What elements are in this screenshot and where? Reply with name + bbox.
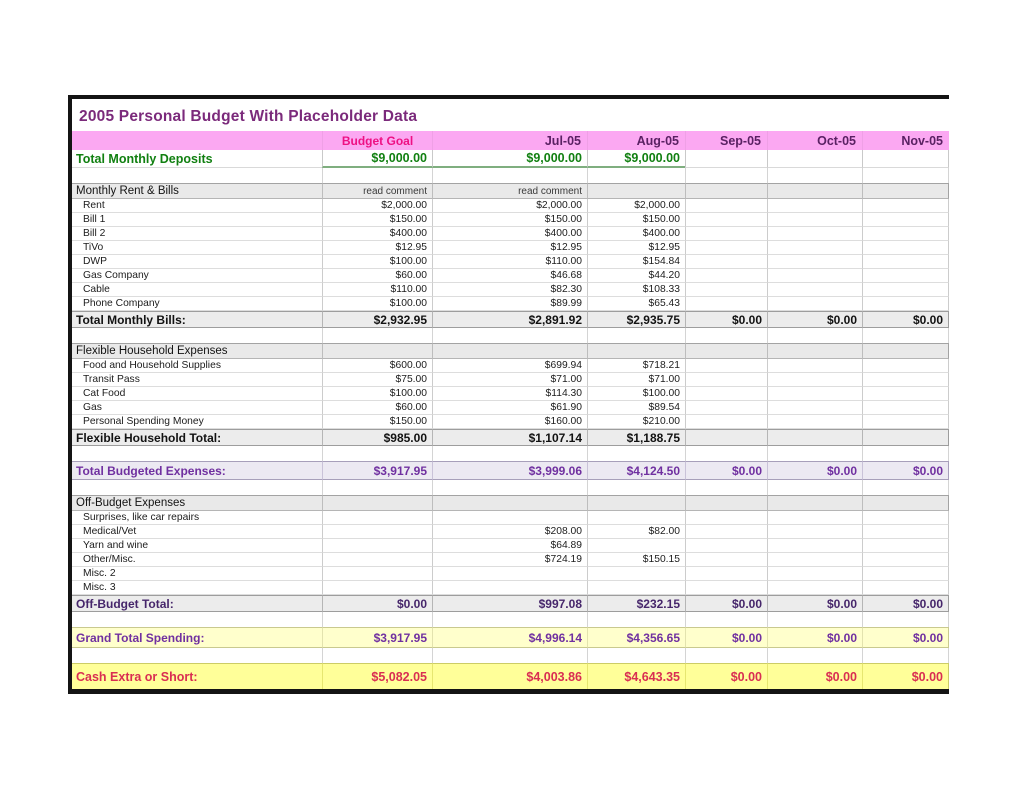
value-cell xyxy=(767,150,862,168)
table-row xyxy=(72,539,949,553)
row-label: Total Monthly Bills: xyxy=(72,311,322,328)
value-cell xyxy=(587,612,685,627)
row-label: Cable xyxy=(72,283,322,297)
value-cell: $64.89 xyxy=(432,539,587,553)
value-cell xyxy=(767,183,862,199)
row-label: Grand Total Spending: xyxy=(72,627,322,648)
value-cell: $89.54 xyxy=(587,401,685,415)
value-cell: $0.00 xyxy=(862,595,949,612)
value-cell: $0.00 xyxy=(685,627,767,648)
value-cell xyxy=(322,648,432,663)
value-cell xyxy=(322,511,432,525)
value-cell xyxy=(862,343,949,359)
value-cell xyxy=(767,480,862,495)
row-label xyxy=(72,168,322,183)
table-row xyxy=(72,511,949,525)
value-cell xyxy=(862,168,949,183)
value-cell: $1,107.14 xyxy=(432,429,587,446)
value-cell: $9,000.00 xyxy=(587,150,685,168)
value-cell xyxy=(685,213,767,227)
value-cell: $985.00 xyxy=(322,429,432,446)
value-cell xyxy=(685,183,767,199)
row-label: Flexible Household Expenses xyxy=(72,343,322,359)
value-cell: $108.33 xyxy=(587,283,685,297)
value-cell: $0.00 xyxy=(767,627,862,648)
value-cell: $0.00 xyxy=(767,663,862,689)
value-cell: $0.00 xyxy=(322,595,432,612)
value-cell xyxy=(432,446,587,461)
value-cell xyxy=(685,269,767,283)
value-cell xyxy=(767,581,862,595)
spacer-row xyxy=(72,648,949,663)
value-cell: $2,000.00 xyxy=(587,199,685,213)
table-row xyxy=(72,401,949,415)
value-cell: $154.84 xyxy=(587,255,685,269)
table-row xyxy=(72,283,949,297)
value-cell xyxy=(322,567,432,581)
value-cell xyxy=(767,429,862,446)
value-cell xyxy=(587,539,685,553)
value-cell: $150.00 xyxy=(432,213,587,227)
table-row xyxy=(72,199,949,213)
value-cell xyxy=(767,539,862,553)
spacer-row xyxy=(72,328,949,343)
value-cell: $65.43 xyxy=(587,297,685,311)
value-cell: $100.00 xyxy=(587,387,685,401)
value-cell xyxy=(685,648,767,663)
value-cell: $110.00 xyxy=(322,283,432,297)
value-cell: $5,082.05 xyxy=(322,663,432,689)
row-label: Medical/Vet xyxy=(72,525,322,539)
value-cell xyxy=(685,359,767,373)
value-cell: $724.19 xyxy=(432,553,587,567)
value-cell: $2,935.75 xyxy=(587,311,685,328)
value-cell xyxy=(685,525,767,539)
value-cell xyxy=(862,373,949,387)
column-header-nov-05: Nov-05 xyxy=(862,131,949,150)
column-header-aug-05: Aug-05 xyxy=(587,131,685,150)
value-cell xyxy=(862,199,949,213)
value-cell xyxy=(767,612,862,627)
value-cell: $4,996.14 xyxy=(432,627,587,648)
table-row xyxy=(72,429,949,446)
value-cell xyxy=(767,199,862,213)
table-row xyxy=(72,311,949,328)
value-cell xyxy=(862,495,949,511)
value-cell xyxy=(432,328,587,343)
read-comment-note: read comment xyxy=(432,183,587,199)
value-cell xyxy=(862,227,949,241)
value-cell xyxy=(862,387,949,401)
table-row xyxy=(72,373,949,387)
value-cell xyxy=(862,183,949,199)
value-cell xyxy=(862,241,949,255)
value-cell xyxy=(322,446,432,461)
value-cell xyxy=(862,359,949,373)
value-cell xyxy=(685,283,767,297)
row-label: Other/Misc. xyxy=(72,553,322,567)
value-cell xyxy=(587,343,685,359)
value-cell: $0.00 xyxy=(862,627,949,648)
value-cell xyxy=(587,495,685,511)
table-row xyxy=(72,255,949,269)
value-cell: $400.00 xyxy=(322,227,432,241)
value-cell xyxy=(432,343,587,359)
value-cell: $150.00 xyxy=(322,213,432,227)
row-label: Monthly Rent & Bills xyxy=(72,183,322,199)
budget-spreadsheet xyxy=(68,95,949,694)
value-cell xyxy=(767,255,862,269)
value-cell xyxy=(685,328,767,343)
header-spacer-cell xyxy=(72,131,322,150)
value-cell: $0.00 xyxy=(767,595,862,612)
table-row xyxy=(72,627,949,648)
page-title: 2005 Personal Budget With Placeholder Data xyxy=(79,108,418,125)
value-cell xyxy=(432,480,587,495)
value-cell: $0.00 xyxy=(862,663,949,689)
row-label: Flexible Household Total: xyxy=(72,429,322,446)
value-cell xyxy=(587,648,685,663)
spacer-row xyxy=(72,168,949,183)
value-cell xyxy=(685,567,767,581)
value-cell: $3,917.95 xyxy=(322,461,432,480)
value-cell: $110.00 xyxy=(432,255,587,269)
row-label: Total Monthly Deposits xyxy=(72,150,322,168)
value-cell: $2,932.95 xyxy=(322,311,432,328)
row-label: Off-Budget Total: xyxy=(72,595,322,612)
value-cell: $232.15 xyxy=(587,595,685,612)
row-label: Phone Company xyxy=(72,297,322,311)
column-header-budget-goal: Budget Goal xyxy=(322,131,432,150)
value-cell xyxy=(862,283,949,297)
table-row xyxy=(72,525,949,539)
row-label xyxy=(72,648,322,663)
value-cell xyxy=(862,581,949,595)
value-cell xyxy=(862,213,949,227)
value-cell: $150.15 xyxy=(587,553,685,567)
value-cell xyxy=(587,446,685,461)
table-row xyxy=(72,567,949,581)
value-cell xyxy=(587,511,685,525)
row-label: Gas Company xyxy=(72,269,322,283)
value-cell: $114.30 xyxy=(432,387,587,401)
value-cell: $2,000.00 xyxy=(322,199,432,213)
value-cell xyxy=(767,269,862,283)
value-cell: $12.95 xyxy=(322,241,432,255)
read-comment-note: read comment xyxy=(322,183,432,199)
table-row xyxy=(72,297,949,311)
value-cell xyxy=(767,283,862,297)
row-label: Cash Extra or Short: xyxy=(72,663,322,689)
value-cell xyxy=(862,297,949,311)
row-label: Gas xyxy=(72,401,322,415)
value-cell xyxy=(432,612,587,627)
value-cell xyxy=(587,183,685,199)
value-cell xyxy=(322,495,432,511)
value-cell xyxy=(432,511,587,525)
value-cell: $2,891.92 xyxy=(432,311,587,328)
table-row xyxy=(72,343,949,359)
value-cell xyxy=(587,168,685,183)
value-cell: $400.00 xyxy=(432,227,587,241)
value-cell xyxy=(767,446,862,461)
value-cell: $71.00 xyxy=(432,373,587,387)
value-cell: $4,124.50 xyxy=(587,461,685,480)
value-cell: $3,917.95 xyxy=(322,627,432,648)
value-cell xyxy=(685,255,767,269)
value-cell xyxy=(767,297,862,311)
value-cell xyxy=(767,415,862,429)
column-header-jul-05: Jul-05 xyxy=(432,131,587,150)
bottom-border-bar xyxy=(72,689,949,694)
row-label xyxy=(72,480,322,495)
value-cell: $46.68 xyxy=(432,269,587,283)
value-cell xyxy=(767,168,862,183)
value-cell: $0.00 xyxy=(862,461,949,480)
value-cell: $100.00 xyxy=(322,387,432,401)
value-cell: $718.21 xyxy=(587,359,685,373)
row-label: DWP xyxy=(72,255,322,269)
value-cell: $71.00 xyxy=(587,373,685,387)
value-cell xyxy=(767,328,862,343)
value-cell xyxy=(587,567,685,581)
value-cell: $61.90 xyxy=(432,401,587,415)
row-label: Transit Pass xyxy=(72,373,322,387)
value-cell xyxy=(862,525,949,539)
value-cell xyxy=(767,495,862,511)
row-label: Cat Food xyxy=(72,387,322,401)
value-cell xyxy=(767,567,862,581)
value-cell xyxy=(322,525,432,539)
column-header-row xyxy=(72,131,949,150)
table-row xyxy=(72,227,949,241)
value-cell xyxy=(862,401,949,415)
value-cell xyxy=(322,168,432,183)
value-cell xyxy=(322,581,432,595)
value-cell xyxy=(587,480,685,495)
value-cell xyxy=(862,328,949,343)
value-cell xyxy=(767,359,862,373)
value-cell xyxy=(685,429,767,446)
value-cell: $699.94 xyxy=(432,359,587,373)
row-label: Off-Budget Expenses xyxy=(72,495,322,511)
value-cell: $60.00 xyxy=(322,401,432,415)
value-cell xyxy=(685,373,767,387)
value-cell: $44.20 xyxy=(587,269,685,283)
value-cell xyxy=(767,553,862,567)
value-cell: $60.00 xyxy=(322,269,432,283)
value-cell xyxy=(685,199,767,213)
row-label: Bill 1 xyxy=(72,213,322,227)
value-cell: $0.00 xyxy=(767,461,862,480)
value-cell: $3,999.06 xyxy=(432,461,587,480)
table-row xyxy=(72,269,949,283)
value-cell xyxy=(685,168,767,183)
value-cell: $150.00 xyxy=(587,213,685,227)
value-cell xyxy=(685,401,767,415)
value-cell: $89.99 xyxy=(432,297,587,311)
spacer-row xyxy=(72,446,949,461)
value-cell: $400.00 xyxy=(587,227,685,241)
table-row xyxy=(72,461,949,480)
value-cell xyxy=(432,648,587,663)
value-cell xyxy=(862,553,949,567)
value-cell: $0.00 xyxy=(685,461,767,480)
value-cell xyxy=(685,495,767,511)
table-row xyxy=(72,581,949,595)
value-cell xyxy=(862,446,949,461)
value-cell xyxy=(322,539,432,553)
table-row xyxy=(72,213,949,227)
value-cell: $4,643.35 xyxy=(587,663,685,689)
value-cell: $12.95 xyxy=(432,241,587,255)
value-cell xyxy=(862,539,949,553)
value-cell xyxy=(587,328,685,343)
value-cell xyxy=(767,373,862,387)
value-cell: $2,000.00 xyxy=(432,199,587,213)
value-cell xyxy=(322,480,432,495)
value-cell: $100.00 xyxy=(322,255,432,269)
value-cell: $210.00 xyxy=(587,415,685,429)
value-cell xyxy=(685,227,767,241)
value-cell: $4,003.86 xyxy=(432,663,587,689)
table-row xyxy=(72,359,949,373)
value-cell: $0.00 xyxy=(767,311,862,328)
row-label: Personal Spending Money xyxy=(72,415,322,429)
value-cell xyxy=(862,415,949,429)
value-cell: $75.00 xyxy=(322,373,432,387)
value-cell: $600.00 xyxy=(322,359,432,373)
table-body xyxy=(72,150,949,689)
value-cell xyxy=(685,241,767,255)
value-cell xyxy=(767,387,862,401)
row-label: Rent xyxy=(72,199,322,213)
value-cell xyxy=(862,429,949,446)
value-cell xyxy=(767,213,862,227)
value-cell xyxy=(432,495,587,511)
value-cell xyxy=(767,525,862,539)
table-row xyxy=(72,663,949,689)
value-cell xyxy=(767,511,862,525)
row-label xyxy=(72,446,322,461)
table-row xyxy=(72,183,949,199)
row-label: Yarn and wine xyxy=(72,539,322,553)
spacer-row xyxy=(72,612,949,627)
value-cell xyxy=(862,269,949,283)
table-row xyxy=(72,595,949,612)
value-cell xyxy=(685,539,767,553)
value-cell xyxy=(862,511,949,525)
value-cell xyxy=(587,581,685,595)
value-cell xyxy=(685,343,767,359)
row-label: Misc. 2 xyxy=(72,567,322,581)
value-cell xyxy=(767,343,862,359)
value-cell xyxy=(862,255,949,269)
value-cell xyxy=(862,567,949,581)
table-row xyxy=(72,387,949,401)
value-cell xyxy=(322,612,432,627)
value-cell: $997.08 xyxy=(432,595,587,612)
value-cell xyxy=(862,612,949,627)
value-cell xyxy=(862,648,949,663)
value-cell: $0.00 xyxy=(862,311,949,328)
row-label: Food and Household Supplies xyxy=(72,359,322,373)
row-label: Surprises, like car repairs xyxy=(72,511,322,525)
value-cell xyxy=(862,480,949,495)
value-cell: $160.00 xyxy=(432,415,587,429)
value-cell xyxy=(685,480,767,495)
value-cell xyxy=(322,328,432,343)
value-cell: $1,188.75 xyxy=(587,429,685,446)
value-cell xyxy=(767,241,862,255)
column-header-sep-05: Sep-05 xyxy=(685,131,767,150)
row-label: Total Budgeted Expenses: xyxy=(72,461,322,480)
value-cell xyxy=(432,168,587,183)
title-row xyxy=(72,99,949,131)
table-row xyxy=(72,415,949,429)
value-cell xyxy=(432,567,587,581)
value-cell: $0.00 xyxy=(685,311,767,328)
value-cell xyxy=(685,150,767,168)
value-cell: $4,356.65 xyxy=(587,627,685,648)
value-cell: $12.95 xyxy=(587,241,685,255)
value-cell: $9,000.00 xyxy=(322,150,432,168)
value-cell: $9,000.00 xyxy=(432,150,587,168)
value-cell xyxy=(685,446,767,461)
table-row xyxy=(72,553,949,567)
table-row xyxy=(72,241,949,255)
value-cell xyxy=(767,401,862,415)
table-row xyxy=(72,150,949,168)
value-cell xyxy=(685,511,767,525)
table-row xyxy=(72,495,949,511)
value-cell: $100.00 xyxy=(322,297,432,311)
row-label: Misc. 3 xyxy=(72,581,322,595)
row-label xyxy=(72,328,322,343)
value-cell xyxy=(322,343,432,359)
value-cell xyxy=(862,150,949,168)
value-cell xyxy=(685,581,767,595)
column-header-oct-05: Oct-05 xyxy=(767,131,862,150)
value-cell xyxy=(685,553,767,567)
spacer-row xyxy=(72,480,949,495)
value-cell xyxy=(685,612,767,627)
value-cell xyxy=(767,648,862,663)
value-cell: $82.30 xyxy=(432,283,587,297)
value-cell xyxy=(432,581,587,595)
value-cell xyxy=(322,553,432,567)
value-cell: $0.00 xyxy=(685,663,767,689)
value-cell: $0.00 xyxy=(685,595,767,612)
value-cell: $150.00 xyxy=(322,415,432,429)
row-label xyxy=(72,612,322,627)
value-cell: $82.00 xyxy=(587,525,685,539)
value-cell xyxy=(685,297,767,311)
value-cell xyxy=(767,227,862,241)
row-label: Bill 2 xyxy=(72,227,322,241)
value-cell xyxy=(685,415,767,429)
value-cell: $208.00 xyxy=(432,525,587,539)
value-cell xyxy=(685,387,767,401)
row-label: TiVo xyxy=(72,241,322,255)
